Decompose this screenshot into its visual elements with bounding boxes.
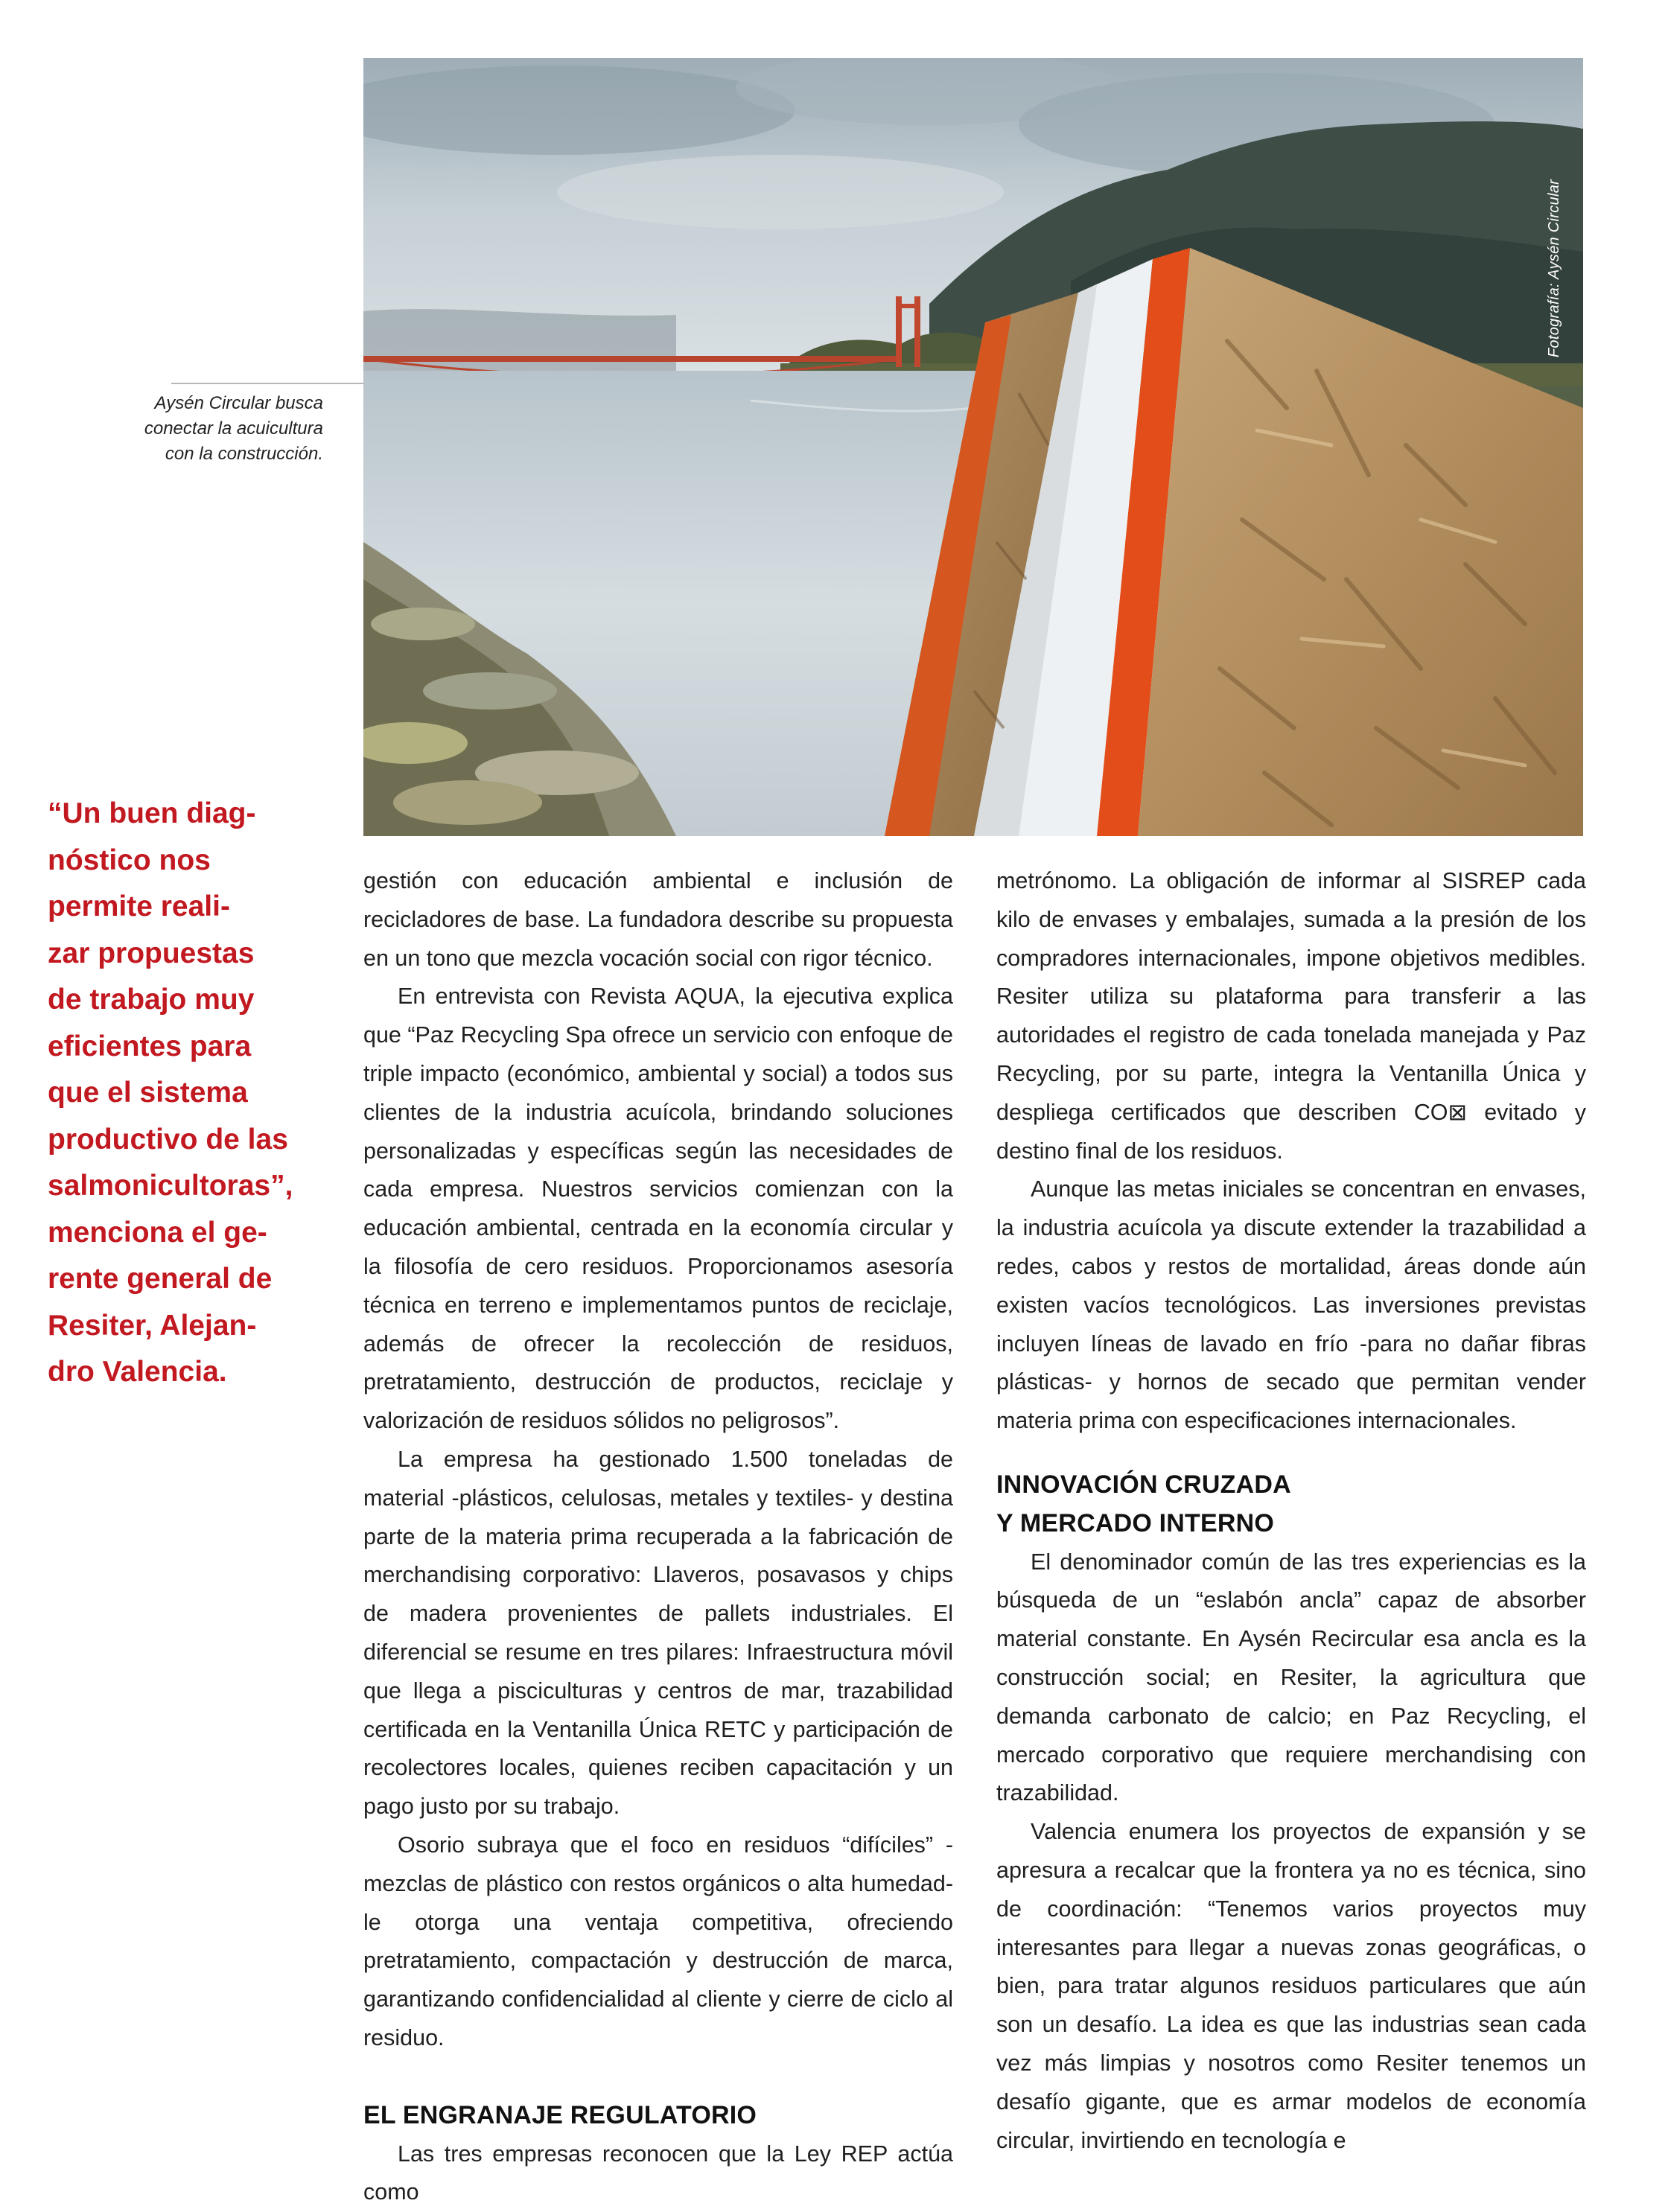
paragraph: Valencia enumera los proyectos de expansión y se apresura a recalcar que la frontera ya no es técnica, sino de coordinación: “Tenemos varios proyectos muy interesantes para llegar a nuevas zonas geográficas, o bien, para tratar algunos residuos particulares que aún son un desafío. La idea es que las industrias sean cada vez más limpias y nosotros como Resiter tenemos un desafío gigante, que es armar modelos de economía circular, invirtiendo en tecnología e [996, 1813, 1586, 2160]
pull-quote-line: que el sistema [48, 1070, 353, 1117]
pull-quote [48, 791, 353, 1396]
paragraph: Aunque las metas iniciales se concentran en envases, la industria acuícola ya discute extender la trazabilidad a redes, cabos y restos de mortalidad, áreas donde aún existen vacíos tecnológicos. Las inversiones previstas incluyen líneas de lavado en frío -para no dañar fibras plásticas- y hornos de secado que permitan vender materia prima con especificaciones internacionales. [996, 1170, 1586, 1441]
pull-quote-line: rente general de [48, 1256, 353, 1303]
caption-line: Aysén Circular busca [112, 391, 323, 416]
body-column-right [996, 862, 1586, 2160]
pull-quote-line: dro Valencia. [48, 1349, 353, 1396]
caption-line: con la construcción. [112, 442, 323, 467]
section-heading: EL ENGRANAJE REGULATORIO [363, 2097, 953, 2135]
caption-rule [171, 383, 363, 384]
pull-quote-line: nóstico nos [48, 838, 353, 885]
paragraph: El denominador común de las tres experiencias es la búsqueda de un “eslabón ancla” capaz de absorber material constante. En Aysén Recircular esa ancla es la construcción social; en Resiter, la agricultura que demanda carbonato de calcio; en Paz Recycling, el mercado corporativo que requiere merchandising con trazabilidad. [996, 1543, 1586, 1814]
pull-quote-line: salmonicultoras”, [48, 1163, 353, 1210]
pull-quote-line: zar propuestas [48, 931, 353, 978]
pull-quote-line: productivo de las [48, 1117, 353, 1164]
section-heading-line: INNOVACIÓN CRUZADA [996, 1470, 1291, 1499]
river-panel-illustration [363, 58, 1583, 836]
section-heading-line: Y MERCADO INTERNO [996, 1509, 1274, 1537]
paragraph: La empresa ha gestionado 1.500 toneladas de material -plásticos, celulosas, metales y textiles- y destina parte de la materia prima recuperada a la fabricación de merchandising corporativo: Llaveros, posavasos y chips de madera provenientes de pallets industriales. El diferencial se resume en tres pilares: Infraestructura móvil que llega a pisciculturas y centros de mar, trazabilidad certificada en la Ventanilla Única RETC y participación de recolectores locales, quienes reciben capacitación y un pago justo por su trabajo. [363, 1441, 953, 1826]
photo-caption [112, 391, 323, 467]
paragraph: Osorio subraya que el foco en residuos “difíciles” -mezclas de plástico con restos orgánicos o alta humedad- le otorga una ventaja competitiva, ofreciendo pretratamiento, compactación y destrucción de marca, garantizando confidencialidad al cliente y cierre de ciclo al residuo. [363, 1826, 953, 2058]
pull-quote-line: permite reali- [48, 884, 353, 931]
pull-quote-line: “Un buen diag- [48, 791, 353, 838]
paragraph: Las tres empresas reconocen que la Ley REP actúa como [363, 2135, 953, 2212]
pull-quote-line: Resiter, Alejan- [48, 1303, 353, 1350]
pull-quote-line: eficientes para [48, 1024, 353, 1071]
paragraph: En entrevista con Revista AQUA, la ejecutiva explica que “Paz Recycling Spa ofrece un servicio con enfoque de triple impacto (económico, ambiental y social) a todos sus clientes de la industria acuícola, brindando soluciones personalizadas y específicas según las necesidades de cada empresa. Nuestros servicios comienzan con la educación ambiental, centrada en la economía circular y la filosofía de cero residuos. Proporcionamos asesoría técnica en terreno e implementamos puntos de reciclaje, además de ofrecer la recolección de residuos, pretratamiento, destrucción de productos, reciclaje y valorización de residuos sólidos no peligrosos”. [363, 978, 953, 1441]
pull-quote-line: de trabajo muy [48, 977, 353, 1024]
paragraph: metrónomo. La obligación de informar al SISREP cada kilo de envases y embalajes, sumada a la presión de los compradores internacionales, impone objetivos medibles. Resiter utiliza su plataforma para transferir a las autoridades el registro de cada tonelada manejada y Paz Recycling, por su parte, integra la Ventanilla Única y despliega certificados que describen CO⊠ evitado y destino final de los residuos. [996, 862, 1586, 1170]
pull-quote-line: menciona el ge- [48, 1210, 353, 1257]
paragraph: gestión con educación ambiental e inclusión de recicladores de base. La fundadora describe su propuesta en un tono que mezcla vocación social con rigor técnico. [363, 862, 953, 978]
photo-credit: Fotografía: Aysén Circular [1540, 179, 1570, 357]
caption-line: conectar la acuicultura [112, 416, 323, 442]
article-photo [363, 58, 1583, 836]
body-column-left [363, 862, 953, 2212]
section-heading [996, 1466, 1586, 1543]
